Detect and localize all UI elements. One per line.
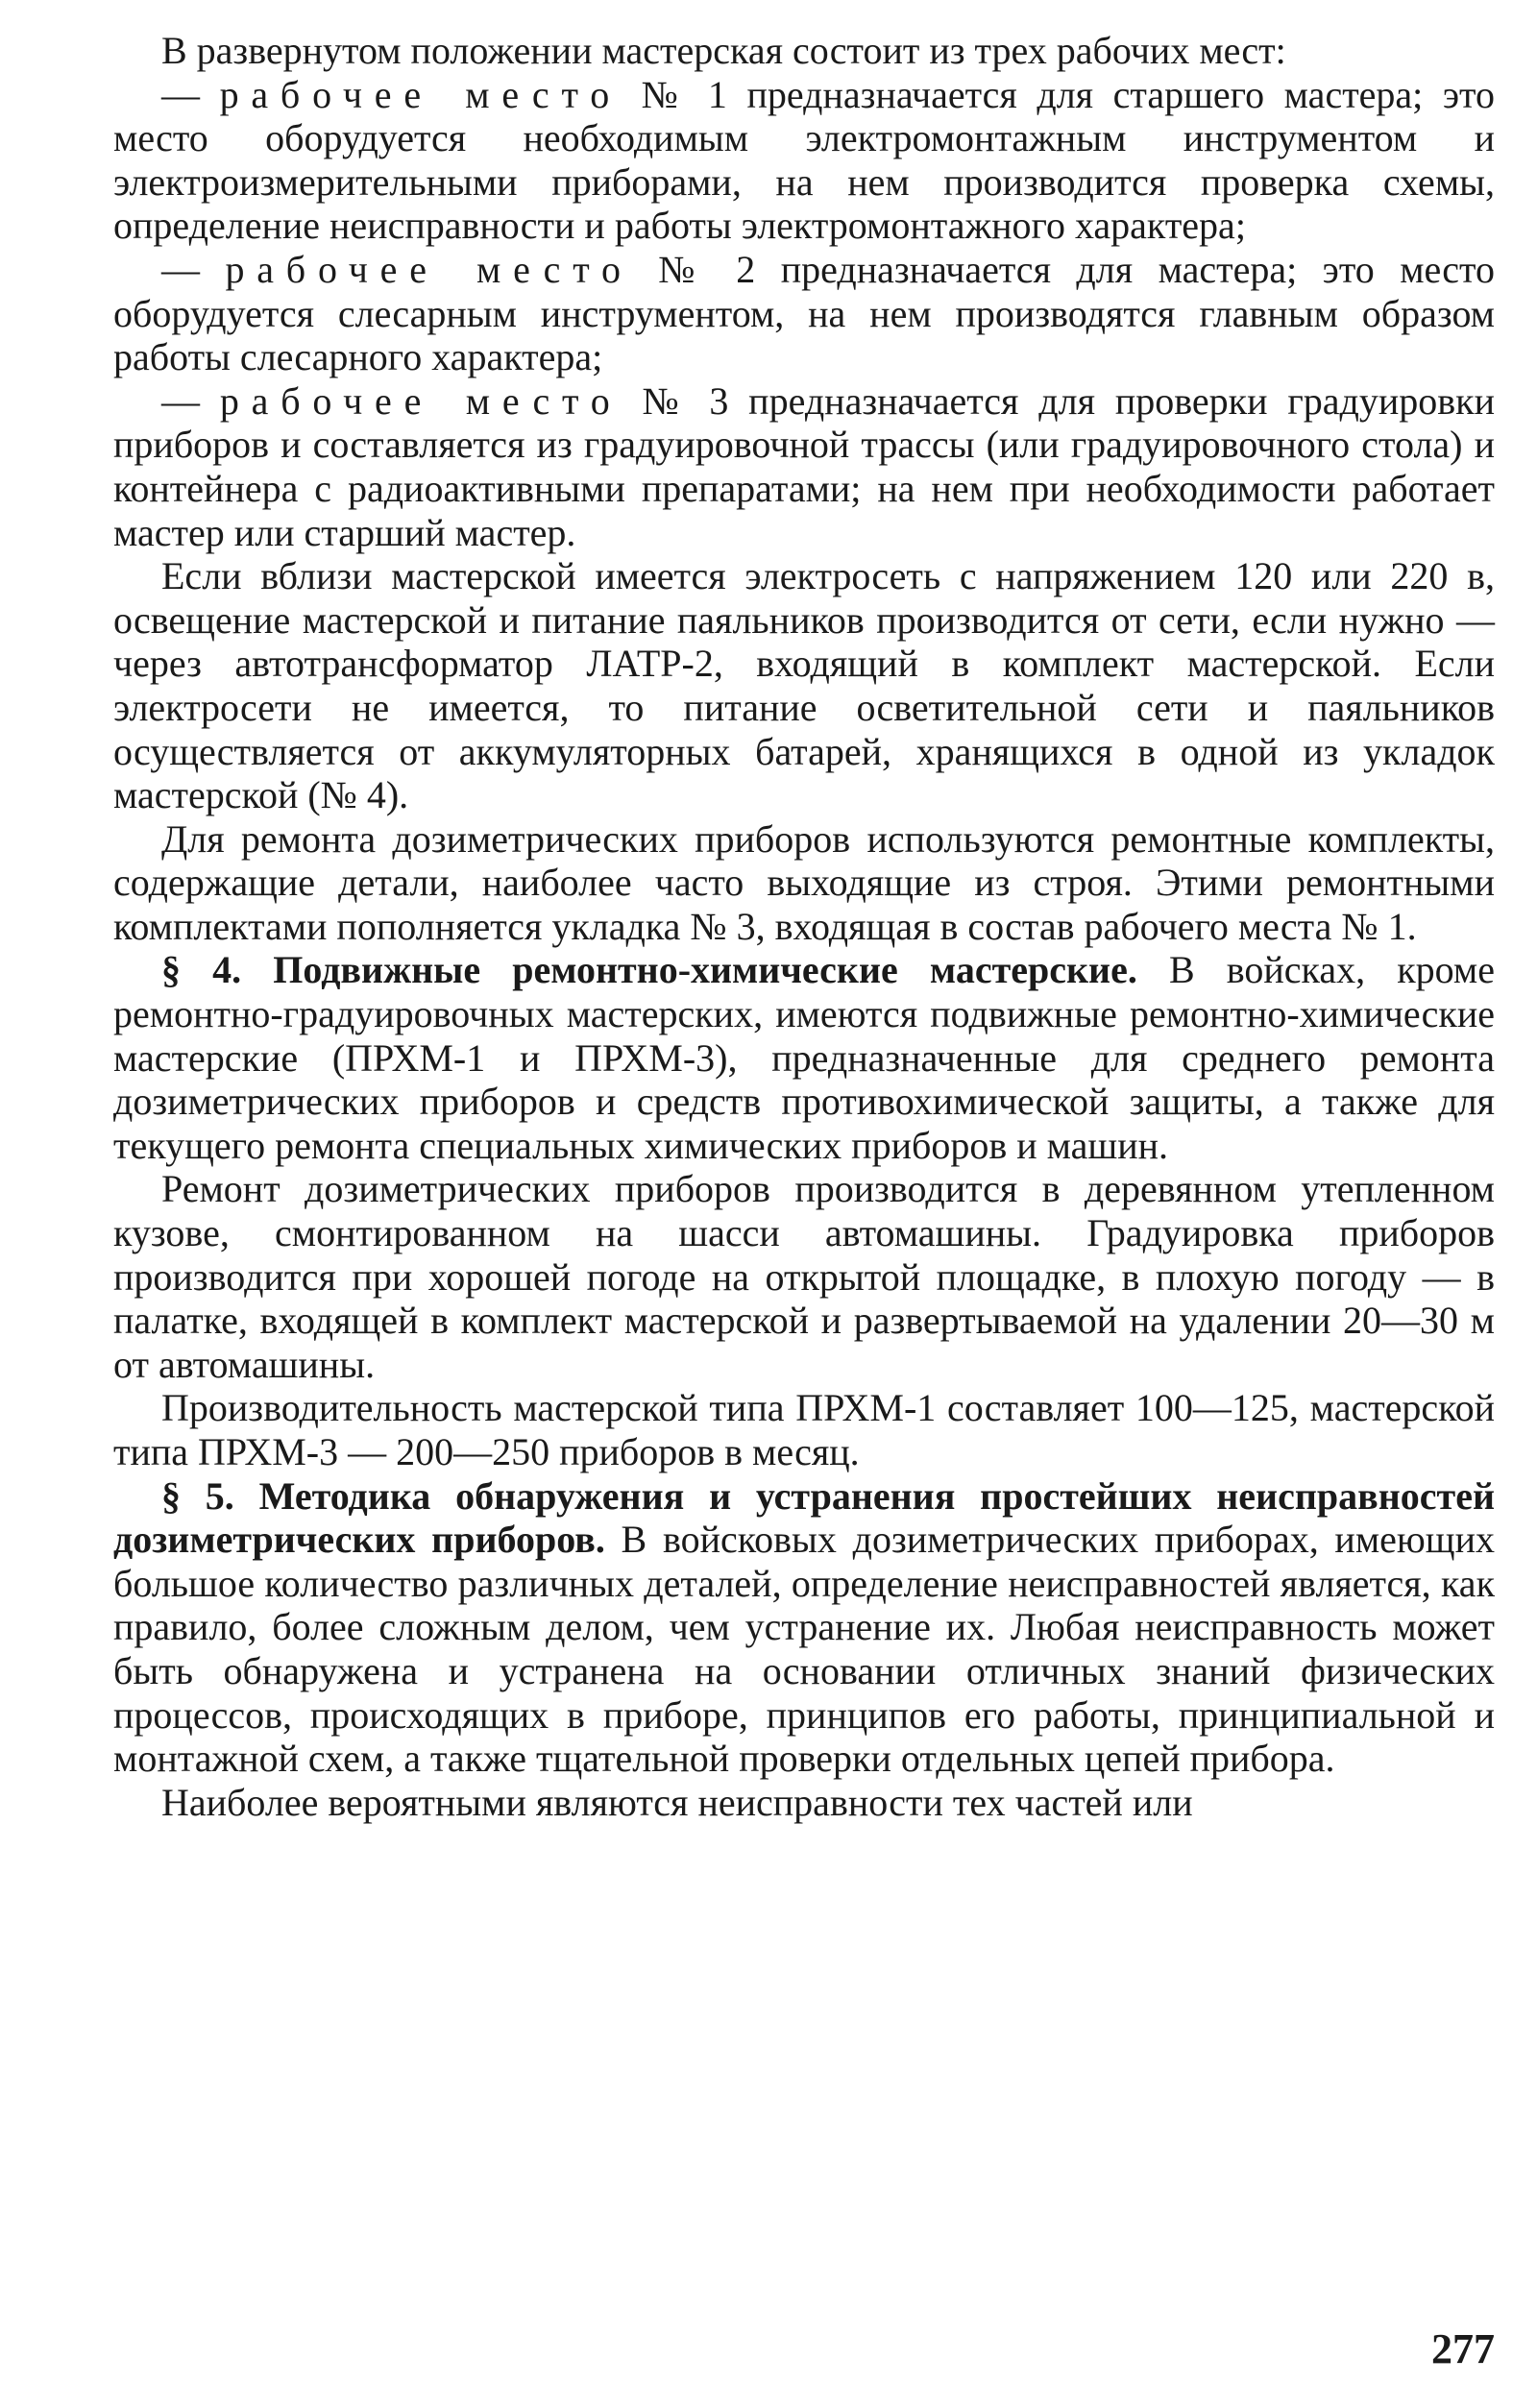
paragraph-text: В войсках, кроме ремонтно-градуировочных мастерских, имеются подвижные ремонтно-химические мастерские (ПРХМ-1 и ПРХМ-3), предназначенные для среднего ремонта дозиметрических приборов и средств противохимической защиты, а также для текущего ремонта специальных химических приборов и машин. — [113, 948, 1495, 1167]
section-heading: § 5. Методика обнаружения и устранения простейших неисправностей дозиметрических приборов. — [113, 1473, 1495, 1562]
paragraph-text: Если вблизи мастерской имеется электросеть с напряжением 120 или 220 в, освещение мастерской и питание паяльников производится от сети, если нужно — через автотрансформатор ЛАТР-2, входящий в комплект мастерской. Если электросети не имеется, то питание осветительной сети и паяльников осуществляется от аккумуляторных батарей, хранящихся в одной из укладок мастерской (№ 4). — [113, 554, 1495, 817]
paragraph-text: Производительность мастерской типа ПРХМ-1 составляет 100—125, мастерской типа ПРХМ-3 — 200—250 приборов в месяц. — [113, 1386, 1495, 1473]
list-dash: — — [161, 378, 220, 423]
paragraph-text: Ремонт дозиметрических приборов производится в деревянном утепленном кузове, смонтированном на шасси автомашины. Градуировка приборов производится при хорошей погоде на открытой площадке, в плохую погоду — в палатке, входящей в комплект мастерской и развертываемой на удалении 20—30 м от автомашины. — [113, 1167, 1495, 1386]
paragraph-intro — [113, 29, 1495, 73]
page-number: 277 — [1431, 2325, 1495, 2372]
paragraph-repair-location — [113, 1167, 1495, 1386]
paragraph-productivity — [113, 1386, 1495, 1473]
paragraph-text: Наиболее вероятными являются неисправности тех частей или — [161, 1780, 1193, 1824]
list-dash: — — [161, 72, 220, 116]
paragraph-text: № 3 предназначается для проверки градуировки приборов и составляется из градуировочной трассы (или градуировочного стола) и контейнера с радиоактивными препаратами; на нем при необходимости работает мастер или старший мастер. — [113, 378, 1496, 554]
spaced-term: рабочее место — [219, 378, 622, 423]
paragraph-workplace-1 — [113, 73, 1495, 248]
section-heading: § 4. Подвижные ремонтно-химические мастерские. — [161, 948, 1137, 992]
body-text — [113, 29, 1495, 1824]
paragraph-repair-kits — [113, 817, 1495, 949]
paragraph-power-supply — [113, 554, 1495, 817]
spaced-term: рабочее место — [219, 72, 622, 116]
paragraph-text: № 2 предназначается для мастера; это место оборудуется слесарным инструментом, на нем производятся главным образом работы слесарного характера; — [113, 247, 1495, 379]
spaced-term: рабочее место — [225, 247, 633, 291]
paragraph-workplace-2 — [113, 248, 1495, 379]
paragraph-text: Для ремонта дозиметрических приборов используются ремонтные комплекты, содержащие детали, наиболее часто выходящие из строя. Этими ремонтными комплектами пополняется укладка № 3, входящая в состав рабочего места № 1. — [113, 816, 1495, 948]
paragraph-text: В развернутом положении мастерская состоит из трех рабочих мест: — [161, 29, 1286, 72]
paragraph-text: № 1 предназначается для старшего мастера; это место оборудуется необходимым электромонтажным инструментом и электроизмерительными приборами, на нем производится проверка схемы, определение неисправности и работы электромонтажного характера; — [113, 72, 1495, 248]
section-4 — [113, 948, 1495, 1167]
paragraph-faults — [113, 1781, 1495, 1825]
paragraph-text: В войсковых дозиметрических приборах, имеющих большое количество различных деталей, определение неисправностей является, как правило, более сложным делом, чем устранение их. Любая неисправность может быть обнаружена и устранена на основании отличных знаний физических процессов, происходящих в приборе, принципов его работы, принципиальной и монтажной схем, а также тщательной проверки отдельных цепей прибора. — [113, 1518, 1495, 1781]
section-5 — [113, 1474, 1495, 1781]
paragraph-workplace-3 — [113, 379, 1495, 554]
list-dash: — — [161, 247, 226, 291]
